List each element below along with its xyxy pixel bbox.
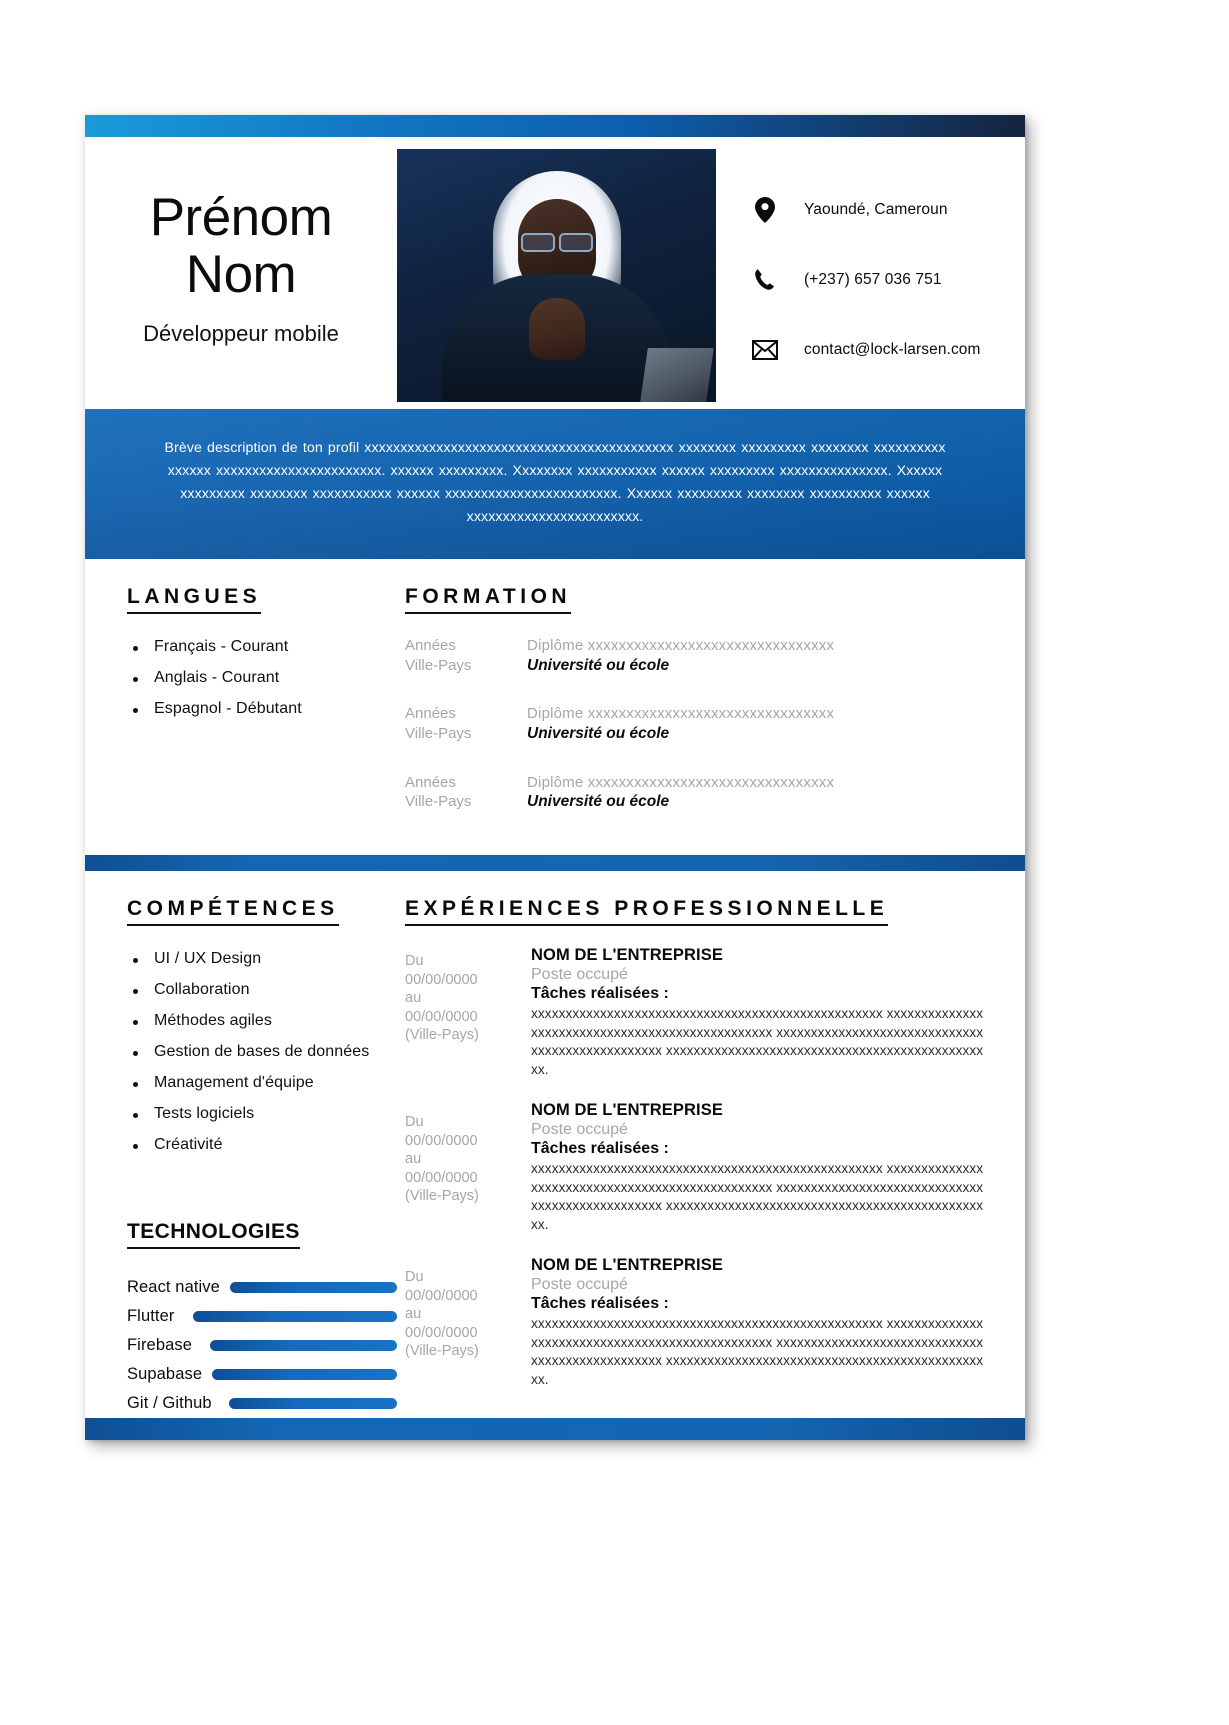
technology-bar-track — [202, 1340, 397, 1351]
formation-heading: FORMATION — [405, 585, 571, 614]
formation-details — [527, 636, 989, 676]
experience-period — [405, 946, 531, 1079]
experience-place: (Ville-Pays) — [405, 1027, 479, 1044]
formation-list — [405, 636, 989, 813]
formation-period — [405, 636, 527, 676]
contact-location[interactable] — [752, 196, 1007, 224]
experience-entry — [405, 1101, 989, 1234]
experiences-heading: EXPÉRIENCES PROFESSIONNELLE — [405, 897, 888, 926]
experience-to-date: 00/00/0000 — [405, 1324, 478, 1341]
experience-company: NOM DE L'ENTREPRISE — [531, 946, 723, 965]
bottom-gradient-bar — [85, 1418, 1025, 1440]
technologies-heading: TECHNOLOGIES — [127, 1220, 300, 1249]
formation-place: Ville-Pays — [405, 793, 472, 811]
contact-email[interactable] — [752, 336, 1007, 364]
skills-column — [85, 897, 397, 1447]
formation-entry — [405, 704, 989, 744]
formation-period — [405, 704, 527, 744]
formation-degree: Diplôme xxxxxxxxxxxxxxxxxxxxxxxxxxxxxxxx — [527, 637, 835, 654]
formation-column — [397, 585, 1025, 841]
experience-details — [531, 1101, 989, 1234]
formation-place: Ville-Pays — [405, 724, 472, 742]
experience-details — [531, 1256, 989, 1389]
experience-tasks: xxxxxxxxxxxxxxxxxxxxxxxxxxxxxxxxxxxxxxxxxxxxxxxxxxx xxxxxxxxxxxxxxxxxxxxxxxxxxxxxxxxxxxxxxxxxxxxxxxxx xxxxxxxxxxxxxxxxxxxxxxxxxxxxxxxxxxxxxxxxxxxxxxxxx xxxxxxxxxxxxxxxxxxxxxxxxxxxxxxxxxxxxxxxxxxxxxxxx. — [531, 1316, 984, 1387]
phone-icon — [752, 266, 778, 294]
technology-bar-fill — [210, 1340, 397, 1351]
envelope-icon — [752, 336, 778, 364]
skills-experience-section — [85, 871, 1025, 1447]
photo-laptop — [640, 348, 714, 402]
formation-place: Ville-Pays — [405, 656, 472, 674]
photo-glasses — [519, 233, 595, 249]
profile-summary-text: Brève description de ton profil xxxxxxxxxxxxxxxxxxxxxxxxxxxxxxxxxxxxxxxxxxx xxxxxxxx xxxxxxxxx xxxxxxxx xxxxxxxxxx xxxxxx xxxxxxxxxxxxxxxxxxxxxxx. xxxxxx xxxxxxxxx. Xxxxxxxx xxxxxxxxxxx xxxxxx xxxxxxxxx xxxxxxxxxxxxxxx. Xxxxxx xxxxxxxxx xxxxxxxx xxxxxxxxxxx xxxxxx xxxxxxxxxxxxxxxxxxxxxxxx. Xxxxxx xxxxxxxxx xxxxxxxx xxxxxxxxxx xxxxxx xxxxxxxxxxxxxxxxxxxxxxxx. — [164, 440, 946, 525]
formation-degree: Diplôme xxxxxxxxxxxxxxxxxxxxxxxxxxxxxxxx — [527, 773, 835, 791]
langues-heading: LANGUES — [127, 585, 261, 614]
list-item: Créativité — [127, 1136, 397, 1154]
experience-from-date: 00/00/0000 — [405, 971, 478, 988]
experience-period — [405, 1101, 531, 1234]
experience-company: NOM DE L'ENTREPRISE — [531, 1101, 723, 1120]
technology-bar-track — [212, 1369, 397, 1380]
experience-to-label: au — [405, 1151, 422, 1168]
formation-school: Université ou école — [527, 724, 670, 742]
experience-to-date: 00/00/0000 — [405, 1169, 478, 1186]
experience-from-label: Du — [405, 953, 424, 970]
technology-bar-track — [222, 1398, 397, 1409]
technology-bar-fill — [229, 1398, 397, 1409]
experience-company: NOM DE L'ENTREPRISE — [531, 1256, 723, 1275]
formation-years: Années — [405, 637, 456, 654]
technology-bar-fill — [193, 1311, 397, 1322]
list-item: Management d'équipe — [127, 1074, 397, 1092]
first-name: Prénom — [149, 187, 333, 247]
formation-entry — [405, 773, 989, 813]
list-item: Méthodes agiles — [127, 1012, 397, 1030]
technologies-block — [127, 1220, 397, 1447]
location-pin-icon — [752, 196, 778, 224]
list-item: Espagnol - Débutant — [127, 700, 397, 718]
technology-name: Supabase — [127, 1365, 203, 1384]
experience-entry — [405, 1256, 989, 1389]
contact-block — [716, 137, 1025, 409]
experience-from-date: 00/00/0000 — [405, 1132, 478, 1149]
formation-years: Années — [405, 705, 456, 723]
experience-role: Poste occupé — [531, 1276, 628, 1294]
list-item: Anglais - Courant — [127, 669, 397, 687]
cv-header — [85, 137, 1025, 409]
languages-education-section — [85, 559, 1025, 841]
cv-page — [85, 115, 1025, 1440]
top-gradient-bar — [85, 115, 1025, 137]
profile-summary-band — [85, 409, 1025, 559]
technology-bar-fill — [230, 1282, 397, 1293]
list-item: Français - Courant — [127, 638, 397, 656]
contact-phone-text: (+237) 657 036 751 — [804, 271, 942, 288]
experience-tasks: xxxxxxxxxxxxxxxxxxxxxxxxxxxxxxxxxxxxxxxxxxxxxxxxxxx xxxxxxxxxxxxxxxxxxxxxxxxxxxxxxxxxxxxxxxxxxxxxxxxx xxxxxxxxxxxxxxxxxxxxxxxxxxxxxxxxxxxxxxxxxxxxxxxxx xxxxxxxxxxxxxxxxxxxxxxxxxxxxxxxxxxxxxxxxxxxxxxxx. — [531, 1161, 984, 1232]
technology-row — [127, 1302, 397, 1331]
last-name: Nom — [185, 245, 297, 304]
formation-school: Université ou école — [527, 793, 670, 811]
experience-place: (Ville-Pays) — [405, 1188, 479, 1205]
technology-name: Flutter — [127, 1307, 175, 1326]
formation-entry — [405, 636, 989, 676]
formation-school: Université ou école — [527, 656, 670, 674]
experience-period — [405, 1256, 531, 1389]
experience-column — [397, 897, 1025, 1447]
languages-column — [85, 585, 397, 841]
experience-from-label: Du — [405, 1114, 424, 1131]
photo-hands — [529, 298, 585, 360]
experience-details — [531, 946, 989, 1079]
formation-degree: Diplôme xxxxxxxxxxxxxxxxxxxxxxxxxxxxxxxx — [527, 705, 835, 723]
list-item: Collaboration — [127, 981, 397, 999]
job-title: Développeur mobile — [143, 321, 339, 347]
section-divider-bar — [85, 855, 1025, 871]
experience-to-date: 00/00/0000 — [405, 1008, 478, 1025]
langues-list — [127, 638, 397, 718]
experience-tasks-label: Tâches réalisées : — [531, 1295, 669, 1313]
experience-tasks: xxxxxxxxxxxxxxxxxxxxxxxxxxxxxxxxxxxxxxxxxxxxxxxxxxx xxxxxxxxxxxxxxxxxxxxxxxxxxxxxxxxxxxxxxxxxxxxxxxxx xxxxxxxxxxxxxxxxxxxxxxxxxxxxxxxxxxxxxxxxxxxxxxxxx xxxxxxxxxxxxxxxxxxxxxxxxxxxxxxxxxxxxxxxxxxxxxxxx. — [531, 1006, 984, 1077]
list-item: Tests logiciels — [127, 1105, 397, 1123]
technology-bar-track — [230, 1282, 397, 1293]
formation-period — [405, 773, 527, 813]
experience-role: Poste occupé — [531, 1121, 628, 1139]
technology-bar-fill — [212, 1369, 397, 1380]
list-item: UI / UX Design — [127, 950, 397, 968]
formation-details — [527, 773, 989, 813]
experience-to-label: au — [405, 1306, 422, 1323]
experience-tasks-label: Tâches réalisées : — [531, 1140, 669, 1158]
technology-bar-track — [184, 1311, 397, 1322]
experience-role: Poste occupé — [531, 966, 628, 984]
technology-row — [127, 1389, 397, 1418]
formation-details — [527, 704, 989, 744]
technology-row — [127, 1360, 397, 1389]
list-item: Gestion de bases de données — [127, 1043, 397, 1061]
technology-name: Firebase — [127, 1336, 192, 1355]
experience-from-date: 00/00/0000 — [405, 1287, 478, 1304]
profile-photo — [397, 149, 716, 402]
competences-heading: COMPÉTENCES — [127, 897, 339, 926]
identity-block — [85, 137, 397, 409]
experience-place: (Ville-Pays) — [405, 1343, 479, 1360]
competences-list — [127, 950, 397, 1154]
experience-from-label: Du — [405, 1269, 424, 1286]
experience-tasks-label: Tâches réalisées : — [531, 985, 669, 1003]
contact-location-text: Yaoundé, Cameroun — [804, 201, 948, 218]
experiences-list — [405, 946, 989, 1389]
contact-phone[interactable] — [752, 266, 1007, 294]
formation-years: Années — [405, 773, 456, 791]
technology-row — [127, 1273, 397, 1302]
technology-name: Git / Github — [127, 1394, 212, 1413]
experience-to-label: au — [405, 990, 422, 1007]
experience-entry — [405, 946, 989, 1079]
contact-email-text: contact@lock-larsen.com — [804, 341, 981, 358]
technology-row — [127, 1331, 397, 1360]
technology-name: React native — [127, 1278, 220, 1297]
